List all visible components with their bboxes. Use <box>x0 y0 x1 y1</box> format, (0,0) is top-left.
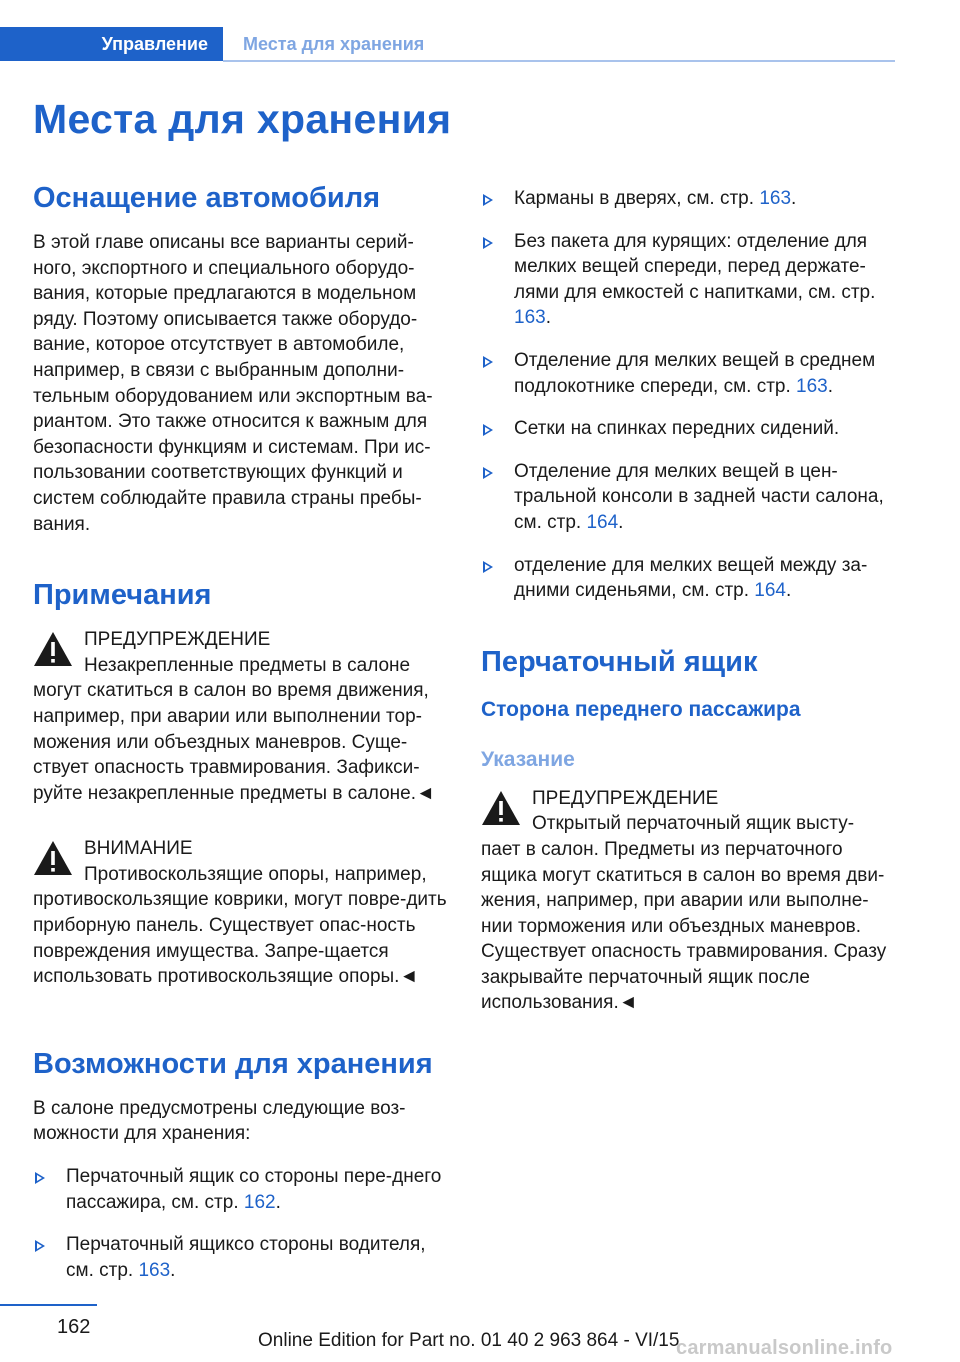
warning-text <box>481 811 896 1016</box>
page-link[interactable]: 163 <box>514 307 546 329</box>
subsubsection-title-note: Указание <box>481 747 575 771</box>
storage-list-left <box>33 1164 448 1283</box>
page-link[interactable]: 162 <box>243 1191 276 1213</box>
warning-first-line: Незакрепленные предметы в салоне <box>84 654 411 676</box>
warning-text <box>33 653 448 807</box>
warning-rest: пает в салон. Предметы из перчаточного ящика могут скатиться в салон во время дви-жения, например, при аварии или выполне-нии торможения или объездных маневров. Существует опасность травмирования. Сразу закрывайте перчаточный ящик после использования.◄ <box>481 838 887 1014</box>
page-number: 162 <box>57 1316 91 1338</box>
list-item: отделение для мелких вещей между за-дними сиденьями, см. стр. 164. <box>481 553 896 604</box>
page-link[interactable]: 163 <box>796 375 828 397</box>
caution-heading: ВНИМАНИЕ <box>84 838 193 860</box>
caution-rest: противоскользящие коврики, могут повре-дить приборную панель. Существует опас-ность повреждения имущества. Запре-щается использовать противоскользящие опоры.◄ <box>33 889 447 988</box>
list-item: Без пакета для курящих: отделение для мелких вещей спереди, перед держате-лями для емкостей с напитками, см. стр. 163. <box>481 229 896 331</box>
storage-list-right <box>481 186 896 604</box>
warning-heading: ПРЕДУПРЕЖДЕНИЕ <box>532 787 719 809</box>
list-item: Сетки на спинках передних сидений. <box>481 416 896 442</box>
subsection-title-passenger: Сторона переднего пассажира <box>481 697 801 721</box>
left-column <box>33 180 448 1300</box>
warning-triangle-icon <box>33 631 73 667</box>
header-crumb <box>243 27 424 61</box>
caution-first-line: Противоскользящие опоры, например, <box>84 863 427 885</box>
section-title-equipment: Оснащение автомобиля <box>33 182 381 214</box>
right-column <box>481 186 896 1016</box>
header-rule <box>223 60 895 62</box>
warning-rest: могут скатиться в салон во время движения, например, при аварии или выполнении тор-можения или объездных маневров. Суще-ствует опасность травмирования. Зафикси-руйте незакрепленные предметы в салоне.◄ <box>33 680 435 804</box>
section-title-glovebox: Перчаточный ящик <box>481 645 758 678</box>
page-link[interactable]: 164 <box>754 580 786 602</box>
watermark-site: carmanualsonline.info <box>676 1337 893 1359</box>
header-crumb-label: Места для хранения <box>243 33 425 54</box>
edition-note: Online Edition for Part no. 01 40 2 963 864 - VI/15 <box>258 1330 680 1351</box>
list-item: Отделение для мелких вещей в цен-тральной консоли в задней части салона, см. стр. 164. <box>481 459 896 536</box>
list-item: Отделение для мелких вещей в среднем подлокотнике спереди, см. стр. 163. <box>481 348 896 399</box>
warning-triangle-icon <box>33 840 73 876</box>
page-title: Места для хранения <box>33 96 452 142</box>
warning-triangle-icon <box>481 790 521 826</box>
warning-first-line: Открытый перчаточный ящик высту- <box>532 813 855 835</box>
equipment-paragraph: В этой главе описаны все варианты серий-ного, экспортного и специального оборудо-вания, которые предлагаются в модельном ряду. Поэтому описывается также оборудо-вание, которое отсутствует в автомобиле, например, в связи с выбранным дополни-тельным оборудованием или экспортным ва-риантом. Это также относится к важным для безопасности функциям и системам. При ис-пользовании соответствующих функций и систем соблюдайте правила страны пребы-вания. <box>33 232 433 535</box>
warning-block-1 <box>33 627 448 806</box>
page-link[interactable]: 163 <box>759 188 792 209</box>
warning-block-3 <box>481 786 896 1016</box>
list-item: Карманы в дверях, см. стр. 163. <box>481 186 896 212</box>
section-title-notes: Примечания <box>33 579 212 612</box>
page-link[interactable]: 164 <box>586 511 619 533</box>
running-header <box>0 27 895 61</box>
page-link[interactable]: 163 <box>138 1259 171 1281</box>
footer-rule <box>0 1304 97 1306</box>
list-item: Перчаточный ящик со стороны пере-днего пассажира, см. стр. 162. <box>33 1164 448 1215</box>
header-section-tab <box>0 27 223 61</box>
list-item: Перчаточный ящиксо стороны водителя, см. стр. 163. <box>33 1232 448 1283</box>
section-title-storage: Возможности для хранения <box>33 1047 433 1080</box>
warning-heading: ПРЕДУПРЕЖДЕНИЕ <box>84 629 271 651</box>
header-section-label: Управление <box>101 33 208 54</box>
warning-block-2 <box>33 836 448 990</box>
storage-paragraph: В салоне предусмотрены следующие воз-можности для хранения: <box>33 1097 406 1145</box>
caution-text <box>33 862 448 990</box>
